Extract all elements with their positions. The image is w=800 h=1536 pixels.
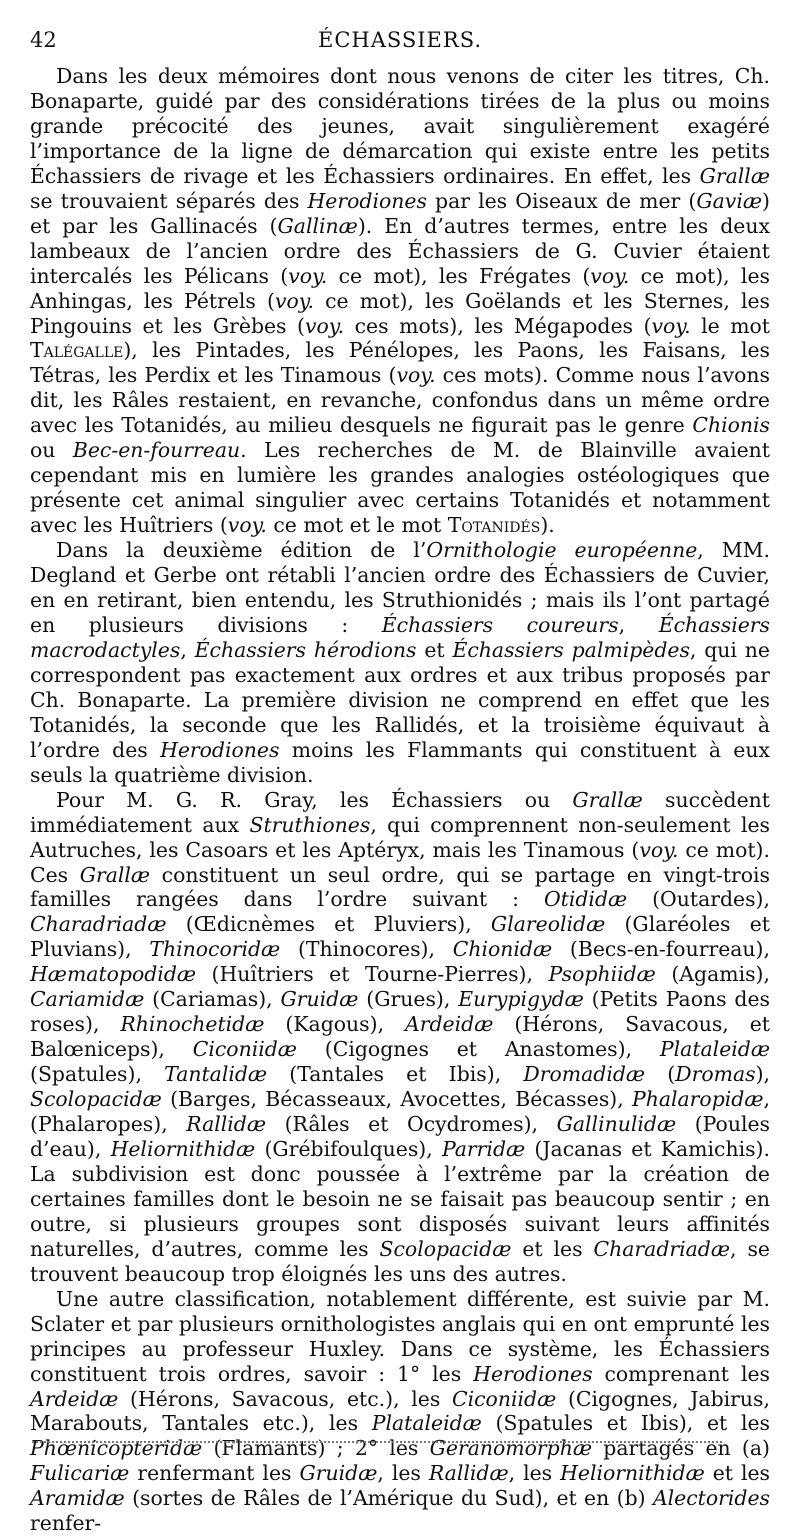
italic-text: Ciconiidæ <box>192 1037 297 1062</box>
text-run: ce mot et le mot <box>266 513 448 538</box>
italic-text: Ardeidæ <box>30 1386 119 1411</box>
text-run: par les Oiseaux de mer ( <box>426 188 697 213</box>
text-run: moins les Flammants qui constituent à eux seuls la quatrième division. <box>30 737 770 787</box>
italic-text: Geranomorphæ <box>429 1436 593 1461</box>
text-run: (Petits Paons des roses), <box>30 987 770 1037</box>
text-run: (Cigognes et Anastomes), <box>296 1037 660 1062</box>
text-run: (Barges, Bécasseaux, Avocettes, Bécasses), <box>161 1087 632 1112</box>
text-run: Dans les deux mémoires dont nous venons de citer les titres, Ch. Bonaparte, guidé par des considérations tirées de la plus ou moins grande précocité des jeunes, avait singulièrement exagéré l’importance de la ligne de démarcation qui existe entre les petits Échassiers de rivage et les Échassiers ordinaires. En effet, les <box>30 64 770 188</box>
text-run: (Thinocores), <box>280 937 453 962</box>
italic-text: Ciconiidæ <box>452 1386 557 1411</box>
text-run: renfer- <box>30 1511 102 1536</box>
text-run: , les <box>508 1461 561 1486</box>
italic-text: Chionis <box>692 413 770 438</box>
text-run: ), <box>755 1062 771 1087</box>
text-run: constituent un seul ordre, qui se partage en vingt-trois familles rangées dans l’ordre suivant : <box>30 862 770 912</box>
paragraph <box>30 788 770 1287</box>
text-run: (Grues), <box>358 987 459 1012</box>
italic-text: Herodiones <box>473 1361 593 1386</box>
italic-text: Plataleidæ <box>659 1037 770 1062</box>
text-run: (Spatules), <box>30 1062 165 1087</box>
italic-text: Thinocoridæ <box>149 937 281 962</box>
italic-text: Scolopacidæ <box>30 1087 162 1112</box>
italic-text: Grallæ <box>699 163 770 188</box>
text-run: ). En d’autres termes, entre les deux lambeaux de l’ancien ordre des Échassiers de G. Cuvier étaient intercalés les Pélicans ( <box>30 213 770 288</box>
text-run: , qui comprennent non-seulement les Autruches, les Casoars et les Aptéryx, mais les Tinamous ( <box>30 812 771 862</box>
italic-text: voy. <box>590 263 630 288</box>
italic-text: Aramidæ <box>30 1486 125 1511</box>
paragraph <box>30 64 770 538</box>
text-run: , (Phalaropes), <box>30 1087 770 1137</box>
italic-text: Gruidæ <box>299 1461 378 1486</box>
text-run: , <box>618 612 659 637</box>
text-run: (Œdicnèmes et Pluviers), <box>166 912 491 937</box>
text-run: ce mot), les Frégates ( <box>327 263 591 288</box>
text-run: (Cariamas), <box>144 987 281 1012</box>
italic-text: Charadriadæ <box>30 912 167 937</box>
text-run: (Tantales et Ibis), <box>267 1062 524 1087</box>
text-run: (Poules d’eau), <box>30 1112 770 1161</box>
italic-text: Phœnicopteridæ <box>30 1436 203 1461</box>
text-run: . Les recherches de M. de Blainville avaient cependant mis en lumière les grandes analogies ostéologiques que présente cet animal singulier avec certains Totanidés et notamment avec les Huîtriers ( <box>30 438 770 538</box>
italic-text: Parridæ <box>441 1136 526 1161</box>
italic-text: Eurypigydæ <box>458 987 584 1012</box>
italic-text: Rallidæ <box>428 1461 509 1486</box>
italic-text: Psophiidæ <box>548 962 656 987</box>
footer-dotted-line <box>32 1441 722 1443</box>
running-title: ÉCHASSIERS. <box>317 28 483 52</box>
text-run: ( <box>645 1062 676 1087</box>
text-run: Dans la deuxième édition de l’ <box>56 538 427 563</box>
text-run: ce mot), les Goëlands et les Sternes, les Pingouins et les Grèbes ( <box>30 288 770 338</box>
text-run: ), les Pintades, les Pénélopes, les Paons, les Faisans, les Tétras, les Perdix et les Tinamous ( <box>30 338 770 388</box>
italic-text: Grallæ <box>79 862 151 887</box>
italic-text: Glareolidæ <box>490 912 606 937</box>
italic-text: Fulicariæ <box>30 1461 130 1486</box>
italic-text: voy. <box>288 263 328 288</box>
italic-text: Ornithologie européenne <box>426 538 698 563</box>
italic-text: Rhinochetidæ <box>120 1012 265 1037</box>
italic-text: Gaviæ <box>696 188 763 213</box>
text-run: (Hérons, Savacous, etc.), les <box>118 1386 453 1411</box>
page-header <box>30 28 770 64</box>
italic-text: Alectorides <box>652 1486 770 1511</box>
italic-text: voy. <box>274 288 315 313</box>
text-run: comprenant les <box>592 1361 771 1386</box>
text-run: Une autre classification, notablement différente, est suivie par M. Sclater et par plusieurs ornithologistes anglais qui en ont emprunté les principes au professeur Huxley. Dans ce système, les Échassiers constituent trois ordres, savoir : 1° les <box>30 1286 770 1386</box>
text-run: ces mots), les Mégapodes ( <box>344 313 652 338</box>
text-run: ces mots). Comme nous l’avons dit, les Râles restaient, en revanche, confondus dans un même ordre avec les Totanidés, au milieu desquels ne figurait pas le genre <box>30 363 770 438</box>
text-run: (Jacanas et Kamichis). La subdivision est donc poussée à l’extrême par la création de certaines familles dont le besoin ne se faisait pas beaucoup sentir ; en outre, si plusieurs groupes sont disposés suivant leurs affinités naturelles, d’autres, comme les <box>30 1136 770 1261</box>
italic-text: Herodiones <box>160 737 280 762</box>
text-run: renfermant les <box>129 1461 300 1486</box>
body-text <box>30 64 770 1536</box>
page-number: 42 <box>30 28 57 52</box>
italic-text: voy. <box>651 313 691 338</box>
italic-text: Cariamidæ <box>30 987 145 1012</box>
text-run: (Kagous), <box>264 1012 406 1037</box>
text-run: et les <box>511 1236 594 1261</box>
text-run: partagés en (a) <box>592 1436 770 1461</box>
italic-text: Gruidæ <box>280 987 359 1012</box>
text-run: succèdent immédiatement aux <box>30 787 770 837</box>
text-run: (Glaréoles et Pluvians), <box>30 912 770 962</box>
text-run: se trouvaient séparés des <box>30 188 308 213</box>
italic-text: voy. <box>396 363 436 388</box>
italic-text: Heliornithidæ <box>560 1461 705 1486</box>
text-run: (Râles et Ocydromes), <box>266 1112 557 1137</box>
text-run: , <box>180 637 195 662</box>
text-run: , qui ne correspondent pas exactement aux ordres et aux tribus proposés par Ch. Bonaparte. La première division ne comprend en effet que les Totanidés, la seconde que les Rallidés, et la troisième équivaut à l’ordre des <box>30 637 770 762</box>
italic-text: Échassiers palmipèdes <box>452 637 690 662</box>
italic-text: Ardeidæ <box>405 1012 494 1037</box>
text-run: (Flamants) ; 2° les <box>202 1436 430 1461</box>
italic-text: Otididæ <box>543 887 628 912</box>
italic-text: voy. <box>227 513 267 538</box>
italic-text: Grallæ <box>572 787 643 812</box>
italic-text: Bec-en-fourreau <box>72 438 241 463</box>
italic-text: Dromas <box>675 1062 756 1087</box>
text-run: ou <box>30 438 73 463</box>
text-run: (Spatules et Ibis), et les <box>481 1411 770 1436</box>
italic-text: Échassiers macrodactyles <box>30 612 771 662</box>
paragraph <box>30 1287 770 1536</box>
paragraph <box>30 538 770 788</box>
text-run: (Agamis), <box>655 962 770 987</box>
italic-text: Plataleidæ <box>371 1411 482 1436</box>
italic-text: Heliornithidæ <box>110 1136 256 1161</box>
italic-text: Charadriadæ <box>593 1236 731 1261</box>
text-run: (Becs-en-fourreau), <box>552 937 770 962</box>
text-run: (Cigognes, Jabirus, Marabouts, Tantales etc.), les <box>30 1386 770 1436</box>
italic-text: voy. <box>639 837 679 862</box>
small-caps-text: Talégalle <box>30 338 124 363</box>
italic-text: Gallinæ <box>277 213 358 238</box>
italic-text: Scolopacidæ <box>379 1236 512 1261</box>
text-run: , se trouvent beaucoup trop éloignés les uns des autres. <box>30 1236 770 1286</box>
italic-text: Hæmatopodidæ <box>30 962 197 987</box>
italic-text: Échassiers coureurs <box>381 612 619 637</box>
text-run: ). <box>540 513 555 538</box>
text-run: , les <box>377 1461 429 1486</box>
italic-text: Dromadidæ <box>523 1062 646 1087</box>
italic-text: Gallinulidæ <box>556 1112 677 1137</box>
italic-text: Phalaropidæ <box>632 1087 764 1112</box>
text-run: ce mot). Ces <box>30 837 770 887</box>
text-run: (sortes de Râles de l’Amérique du Sud), et en (b) <box>124 1486 653 1511</box>
text-run: , MM. Degland et Gerbe ont rétabli l’ancien ordre des Échassiers de Cuvier, en en retirant, bien entendu, les Struthionidés ; mais ils l’ont partagé en plusieurs divisions : <box>30 538 770 637</box>
small-caps-text: Totanidés <box>447 513 541 538</box>
text-run: Pour M. G. R. Gray, les Échassiers ou <box>56 787 573 812</box>
italic-text: Tantalidæ <box>164 1062 268 1087</box>
text-run: ce mot), les Anhingas, les Pétrels ( <box>30 263 770 313</box>
text-run: (Hérons, Savacous, et Balœniceps), <box>30 1012 770 1062</box>
italic-text: Rallidæ <box>186 1112 267 1137</box>
text-run: (Outardes), <box>627 887 770 912</box>
text-run: et <box>416 637 453 662</box>
italic-text: Échassiers hérodions <box>194 637 417 662</box>
book-page <box>30 28 770 1536</box>
text-run: le mot <box>690 313 771 338</box>
italic-text: Chionidæ <box>452 937 553 962</box>
italic-text: Herodiones <box>307 188 427 213</box>
text-run: (Huîtriers et Tourne-Pierres), <box>196 962 549 987</box>
text-run: (Grébifoulques), <box>255 1136 442 1161</box>
text-run: ) et par les Gallinacés ( <box>30 188 770 238</box>
italic-text: voy. <box>305 313 345 338</box>
text-run: et les <box>704 1461 771 1486</box>
italic-text: Struthiones <box>249 812 371 837</box>
